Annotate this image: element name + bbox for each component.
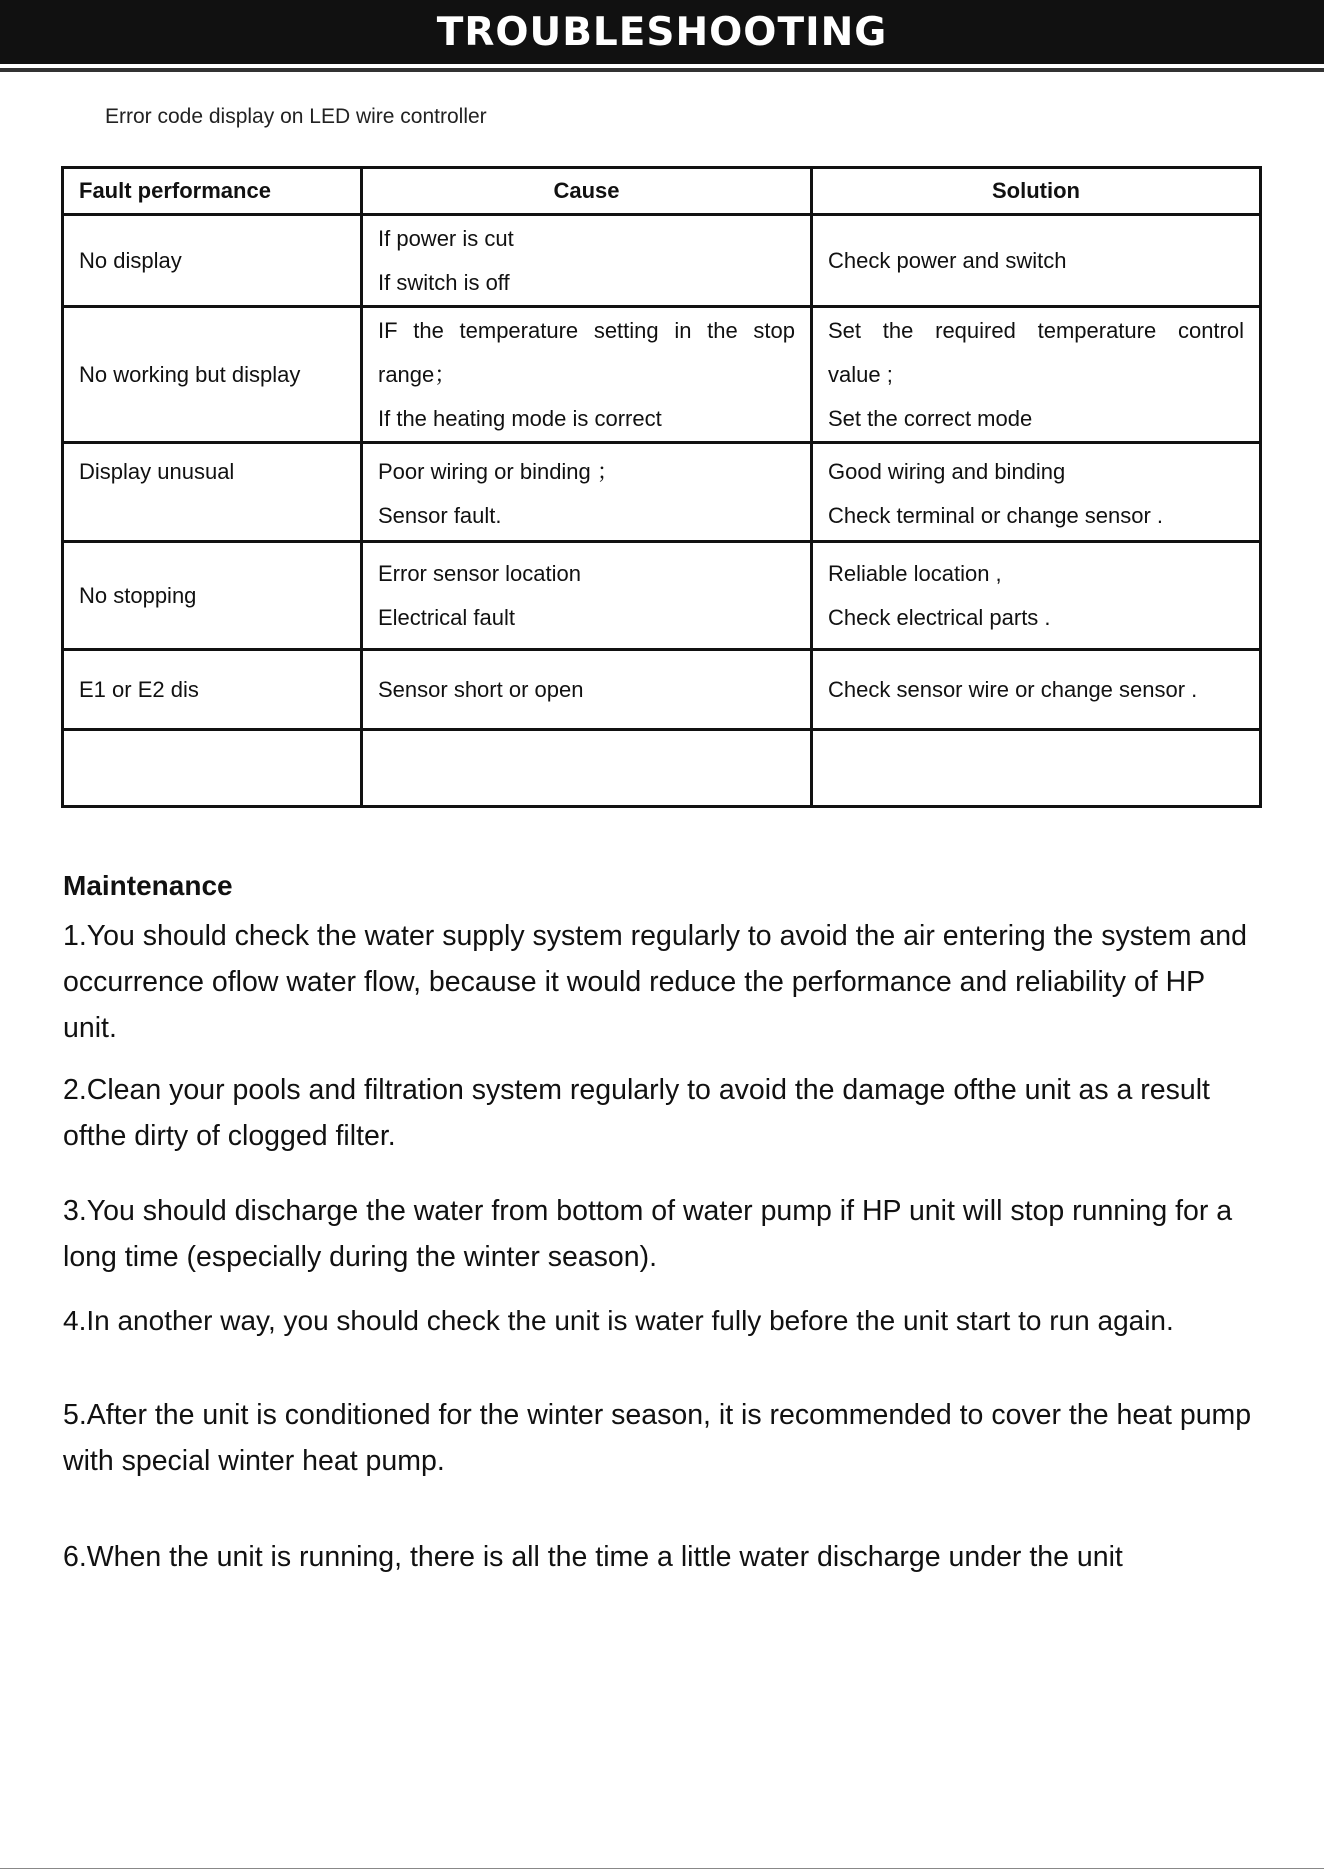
header-cause: Cause (362, 168, 812, 215)
solution-cell (812, 307, 1261, 443)
page-header (0, 0, 1324, 64)
cause-cell (362, 730, 812, 807)
cause-cell: Sensor short or open (362, 650, 812, 730)
table-row (63, 215, 1261, 307)
table-row (63, 443, 1261, 542)
maintenance-item: 1.You should check the water supply system regularly to avoid the air entering the system and occurrence oflow water flow, because it would reduce the performance and reliability of HP unit. (63, 920, 1247, 1044)
solution-line: Check terminal or change sensor . (828, 503, 1164, 528)
table-row (63, 307, 1261, 443)
solution-line: value ; (828, 361, 893, 387)
cause-cell (362, 215, 812, 307)
solution-cell (812, 215, 1261, 307)
maintenance-item: 5.After the unit is conditioned for the winter season, it is recommended to cover the heat pump with special winter heat pump. (63, 1399, 1252, 1477)
fault-cell: E1 or E2 dis (63, 650, 362, 730)
solution-cell (812, 443, 1261, 542)
page-title: TROUBLESHOOTING (436, 9, 888, 55)
table-row (63, 730, 1261, 807)
cause-line: If the heating mode is correct (378, 405, 662, 431)
maintenance-heading: Maintenance (63, 870, 233, 901)
cause-line: If switch is off (378, 269, 510, 295)
cause-line: Error sensor location (378, 560, 581, 586)
fault-cell (63, 443, 362, 542)
fault-cell (63, 730, 362, 807)
fault-cell: No working but display (63, 307, 362, 443)
maintenance-item: 6.When the unit is running, there is all the time a little water discharge under the unit (63, 1541, 1123, 1573)
maintenance-item: 4.In another way, you should check the unit is water fully before the unit start to run again. (63, 1305, 1174, 1336)
cause-line: Poor wiring or binding ； (378, 459, 619, 484)
solution-line: Reliable location , (828, 560, 1002, 586)
header-divider (0, 68, 1324, 72)
page-bottom-edge (0, 1868, 1324, 1869)
solution-line: Good wiring and binding (828, 459, 1066, 484)
troubleshooting-table (61, 166, 1262, 808)
solution-line: Set the correct mode (828, 405, 1033, 431)
table-caption: Error code display on LED wire controller (105, 105, 487, 128)
fault-line: Display unusual (79, 459, 235, 484)
maintenance-item: 2.Clean your pools and filtration system regularly to avoid the damage ofthe unit as a result ofthe dirty of clogged filter. (63, 1074, 1210, 1152)
header-solution: Solution (812, 168, 1261, 215)
cause-cell (362, 542, 812, 650)
maintenance-item: 3.You should discharge the water from bottom of water pump if HP unit will stop running for a long time (especially during the winter season). (63, 1195, 1233, 1273)
cause-line: Electrical fault (378, 604, 515, 630)
cause-line: IF the temperature setting in the stop (378, 317, 795, 343)
fault-cell: No display (63, 215, 362, 307)
cause-line: If power is cut (378, 225, 514, 251)
cause-line: range； (378, 361, 457, 387)
solution-line: Set the required temperature control (828, 317, 1244, 343)
fault-cell: No stopping (63, 542, 362, 650)
table-row (63, 650, 1261, 730)
solution-line: Check power and switch (828, 247, 1067, 273)
cause-cell (362, 443, 812, 542)
header-fault: Fault performance (63, 168, 362, 215)
solution-cell (812, 730, 1261, 807)
cause-cell (362, 307, 812, 443)
table-header-row (63, 168, 1261, 215)
solution-line: Check electrical parts . (828, 604, 1051, 630)
solution-cell (812, 542, 1261, 650)
solution-cell: Check sensor wire or change sensor . (812, 650, 1261, 730)
cause-line: Sensor fault. (378, 503, 502, 528)
table-row (63, 542, 1261, 650)
